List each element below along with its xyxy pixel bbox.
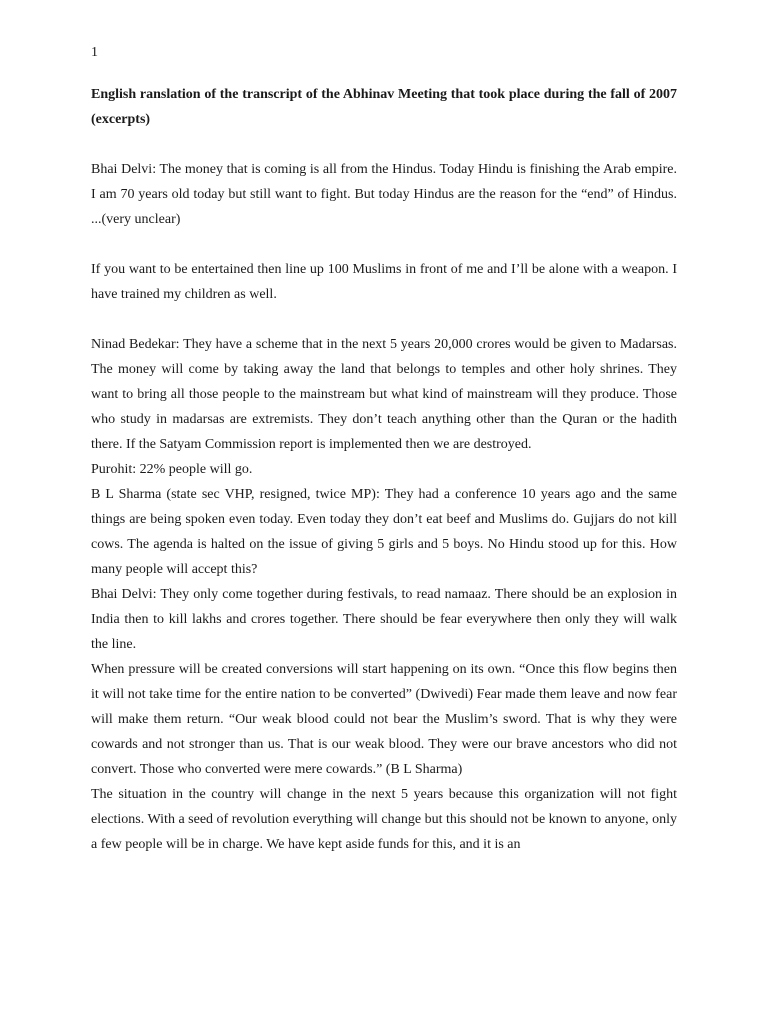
paragraph-bl-sharma: B L Sharma (state sec VHP, resigned, twice MP): They had a conference 10 years ago and the same things are being spoken even today. Even today they don’t eat beef and Muslims do. Gujjars do not kill cows. The agenda is halted on the issue of giving 5 girls and 5 boys. No Hindu stood up for this. How many people will accept this? bbox=[91, 487, 677, 577]
document-title: English ranslation of the transcript of the Abhinav Meeting that took place during the fall of 2007 (excerpts) bbox=[91, 87, 677, 127]
paragraph-ninad-bedekar: Ninad Bedekar: They have a scheme that in the next 5 years 20,000 crores would be given to Madarsas. The money will come by taking away the land that belongs to temples and other holy shrines. They want to bring all those people to the mainstream but what kind of mainstream will they produce. Those who study in madarsas are extremists. They don’t teach anything other than the Quran or the hadith there. If the Satyam Commission report is implemented then we are destroyed. bbox=[91, 337, 677, 452]
page-number: 1 bbox=[91, 45, 98, 60]
paragraph-bhai-delvi-2: Bhai Delvi: They only come together during festivals, to read namaaz. There should be an explosion in India then to kill lakhs and crores together. There should be fear everywhere then only they will walk the line. bbox=[91, 587, 677, 652]
paragraph-entertained: If you want to be entertained then line up 100 Muslims in front of me and I’ll be alone with a weapon. I have trained my children as well. bbox=[91, 262, 677, 302]
paragraph-purohit: Purohit: 22% people will go. bbox=[91, 462, 253, 477]
paragraph-pressure-conversions: When pressure will be created conversions will start happening on its own. “Once this flow begins then it will not take time for the entire nation to be converted” (Dwivedi) Fear made them leave and now fear will make them return. “Our weak blood could not bear the Muslim’s sword. That is why they were cowards and not stronger than us. That is our weak blood. They were our brave ancestors who did not convert. Those who converted were mere cowards.” (B L Sharma) bbox=[91, 662, 677, 777]
paragraph-bhai-delvi-1: Bhai Delvi: The money that is coming is all from the Hindus. Today Hindu is finishing the Arab empire. I am 70 years old today but still want to fight. But today Hindus are the reason for the “end” of Hindus. ...(very unclear) bbox=[91, 162, 677, 227]
document-page bbox=[91, 40, 677, 857]
paragraph-situation: The situation in the country will change in the next 5 years because this organization will not fight elections. With a seed of revolution everything will change but this should not be known to anyone, only a few people will be in charge. We have kept aside funds for this, and it is an bbox=[91, 787, 677, 852]
